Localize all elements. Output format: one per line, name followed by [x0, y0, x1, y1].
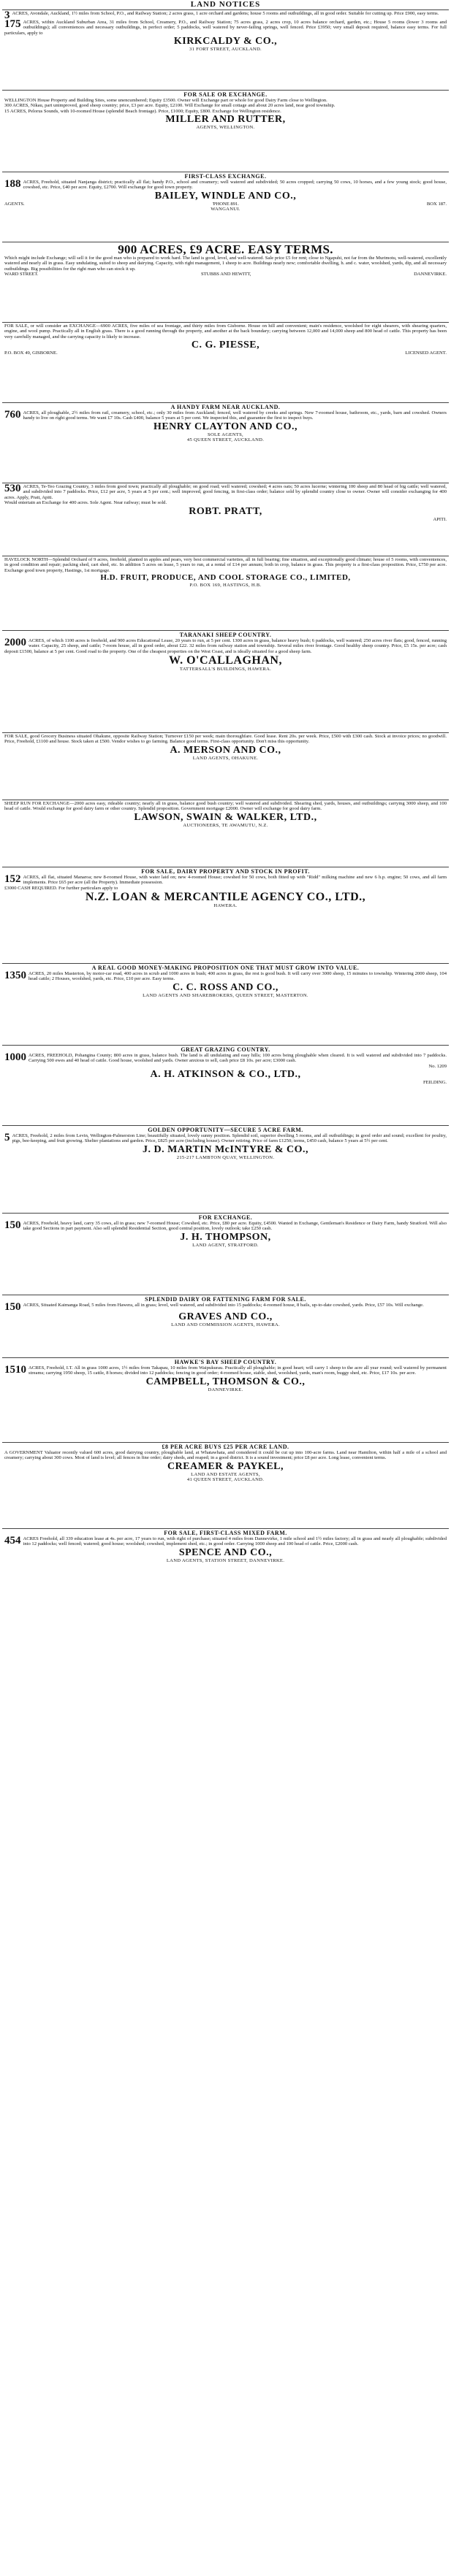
advertiser-address: 31 FORT STREET, AUCKLAND. [189, 47, 262, 53]
ad-body: Which might include Exchange; will sell it for the good man who is prepared to work hard. The land is good, level, and well-watered. Sale price £5 for rent; close to Ngapuhi, not far from the Murimotu, well-watered, excellently watered and nearly all in grass. Easy undulating, suited to sheep and dairying. Capacity, with right management, 1 sheep to acre. Buildings nearly new; comfortable dwelling, h. and c. water, woolshed, yards, dip, and all necessary outbuildings. Big possibilities for the right man who can stock it up. [4, 256, 447, 272]
advertiser-name: ROBT. PRATT, [189, 505, 262, 517]
ad-body: ACRES, Freehold, situated Nanjanga district; practically all flat; handy P.O., school and creamery; well watered and subdivided; 50 acres cropped; carrying 50 cows, 10 horses, and a few young stock; good house, cowshed, etc. Price, £40 per acre. Equity, £2700. Will exchange for good town property. [23, 180, 447, 191]
advertiser-sub: LAND AND ESTATE AGENTS, [191, 1471, 260, 1477]
ad-robt-pratt [2, 483, 449, 556]
contact-right: LICENSED AGENT. [405, 350, 447, 356]
ad-heading: FOR SALE, FIRST-CLASS MIXED FARM. [164, 1530, 287, 1536]
ad-spence [2, 1529, 449, 1617]
acreage-lead: 2000 [4, 637, 26, 648]
advertiser-address: LAND AGENTS, STATION STREET, DANNEVIRKE. [166, 1557, 285, 1563]
reference-number: No. 1209 [428, 1063, 447, 1069]
acreage-lead: 760 [4, 409, 21, 421]
advertiser-address: DANNEVIRKE. [208, 1387, 243, 1392]
advertiser-address: LAND AND COMMISSION AGENTS, HAWERA. [171, 1322, 280, 1327]
contact-phone: 'PHONE 891. [212, 201, 239, 207]
ad-hd-fruit [2, 556, 449, 631]
advertiser-name: STUBBS AND HEWITT, [200, 272, 251, 277]
ad-body: FOR SALE, good Grocery Business situated Ohakune, opposite Railway Station; Turnover £150 per week; main thoroughfare. Good lease. Rent 20s. per week. Price, £500 with £300 cash. Stock at invoice prices; no goodwill. Price, Freehold, £1100 and house. Stock taken at £500. Vendor wishes to go farming. Balance good terms. First-class opportunity. Don't miss this opportunity. [4, 734, 447, 745]
ad-heading: GREAT GRAZING COUNTRY. [181, 1046, 270, 1053]
advertiser-name: H.D. FRUIT, PRODUCE, AND COOL STORAGE CO., LIMITED, [100, 573, 351, 583]
ad-heading: SPLENDID DAIRY OR FATTENING FARM FOR SALE. [145, 1296, 306, 1303]
ad-body: ACRES Freehold, all 339 education lease at 4s. per acre, 17 years to run, with right of purchase; situated 4 miles from Dannevirke, 1 mile school and 1½ miles factory; all in grass and nearly all ploughable; subdivided into 12 paddocks; well fenced; watered; good house; woolshed; cowshed, implement shed, etc.; in good order. Carrying 1000 sheep and 100 head of cattle. Price, £2000 cash. [23, 1536, 447, 1547]
advertiser-name: A. H. ATKINSON & CO., LTD., [150, 1069, 301, 1081]
advertiser-sub: SOLE AGENTS, [207, 432, 244, 437]
advertiser-name: A. MERSON AND CO., [170, 744, 281, 756]
ad-body: ACRES, Freehold, 2 miles from Levin, Wellington-Palmerston Line; beautifully situated, lovely sunny position. Splendid soil, superior dwelling 5 rooms, and all outbuildings; in good order and sound; excellent for poultry, pigs, bee-keeping, and fruit growing. Shelter plantations and garden. Price, £825 per acre (including house). Owner retiring. Price of farm £1250; terms, £450 cash, balance 5 years at 5½ per cent. [12, 1133, 447, 1144]
advertiser-address: LAND AGENT, STRATFORD. [192, 1242, 259, 1248]
ad-lawson-swain-walker [2, 800, 449, 867]
advertiser-name: C. C. ROSS AND CO., [173, 981, 278, 993]
acreage-lead: 1350 [4, 970, 26, 981]
ad-heading: FIRST-CLASS EXCHANGE. [184, 173, 267, 180]
acreage-lead: 150 [4, 1301, 21, 1313]
ad-ah-atkinson [2, 1046, 449, 1126]
advertiser-name: GRAVES AND CO., [178, 1311, 273, 1322]
ad-body: 300 ACRES, Nikau, part unimproved, good sheep country; price, £3 per acre. Equity, £2100. Will Exchange for small cottage and about 20 acres land, near good township. [4, 103, 336, 109]
ad-miller-rutter [2, 91, 449, 172]
ad-body: ACRES, Freehold, heavy land, carry 35 cows, all in grass; new 7-roomed House; Cowshed, etc. Price, £80 per acre. Equity, £4500. Wanted in Exchange, Gentleman's Residence or Dairy Farm, handy Stratford. Will also take good Sections in part payment. Also sell splendid Residential Section, good central position, lovely outlook; take £250 cash. [23, 1221, 447, 1232]
acreage-lead: 1510 [4, 1364, 26, 1376]
advertiser-address: 45 QUEEN STREET, AUCKLAND. [186, 437, 265, 443]
ad-cc-ross [2, 964, 449, 1046]
ad-graves [2, 1295, 449, 1358]
ad-body: ACRES, all ploughable, 2½ miles from rail, creamery, school, etc.; only 30 miles from Auckland; fenced, well watered by creeks and springs. New 7-roomed house, bathroom, etc., yards, barn and cowshed. Owners handy to live on right good terms. We want £7 10s. Cash £400, balance 5 years at 5 per cent. We inspected this, and guarantee the first to inspect buys. [23, 410, 447, 421]
advertiser-name: BAILEY, WINDLE AND CO., [154, 190, 297, 202]
ad-big-heading: 900 ACRES, £9 ACRE. EASY TERMS. [118, 242, 333, 256]
ad-heading: FOR SALE OR EXCHANGE. [183, 91, 268, 98]
advertiser-contact-row [4, 272, 447, 277]
advertiser-name: CAMPBELL, THOMSON & CO., [145, 1376, 306, 1387]
contact-left: P.O. BOX 49, GISBORNE. [4, 350, 58, 356]
acreage-lead: 3 [4, 10, 10, 21]
ad-body: FOR SALE, or will consider an EXCHANGE—6900 ACRES, five miles of sea frontage, and thirty miles from Gisborne. House on hill and convenient; main's residence, woolshed for eight shearers, with shearing quarters, engine, and wool pump. Practically all in English grass. There is a good running through the property, and another at the back boundary; carrying between 12,000 and 14,000 sheep and 800 head of cattle. This property has been very carefully managed, and the carrying capacity is likely to increase. [4, 323, 447, 340]
ad-body: ACRES, 20 miles Masterton, by motor-car road, 400 acres in scrub and 1000 acres in bush; 400 acres in grass, the rest is good bush. It will carry over 3000 sheep, 15 minutes to township. Wintering 2000 sheep, 104 head cattle; 2 Houses, woolshed, yards, etc. Price, £10 per acre. Easy terms. [29, 971, 447, 982]
ad-body: 15 ACRES, Pelorus Sounds, with 10-roomed House (splendid Beach frontage). Price, £1000; Equity, £800. Exchange for Wellington residence. [4, 108, 281, 114]
ad-body: ACRES, Freehold, I.T. All in grass 1000 acres, 1½ miles from Takapau, 10 miles from Waipukurau. Practically all ploughable; in good heart; will carry 1 sheep to the acre all year round; well watered by permanent streams; carrying 1950 sheep, 15 cattle, 8 horses; divided into 12 paddocks; fencing in good order; 4-roomed house, stable, shed, woolshed, yards, man's room, buggy shed, etc. Price, £17 10s. per acre. [29, 1365, 447, 1376]
advertiser-address: P.O. BOX 169, HASTINGS, H.B. [189, 583, 262, 589]
acreage-lead: 150 [4, 1219, 21, 1231]
ad-body: A GOVERNMENT Valuator recently valued 600 acres, good dairying country, ploughable land, at Whatawhata, and considered it could be cut up into 100-acre farms. Land near Hamilton, within half a mile of a school and creamery; carrying about 300 cows. Most of land is level; all fences in fine order; dairy sheds, and reaped; in a good district. It is a sound investment; price £8 per acre. Long lease, convenient terms. [4, 1450, 447, 1461]
advertiser-address: TATTERSALL'S BUILDINGS, HAWERA. [179, 667, 272, 672]
ad-creamer-paykel [2, 1443, 449, 1529]
ad-body: ACRES, of which 1100 acres is freehold, and 900 acres Educational Lease, 20 years to run, at 5 per cent. 1300 acres in grass, balance heavy bush; 6 paddocks, well watered; 250 acres river flats; good, fenced, running water. Capacity, 25 sheep, and cattle; 7-room house, all in good order, about £22. 32 miles from railway station and township. Several miles river frontage. Good healthy sheep country. Price, £5 15s. per acre; cash deposit £1500, balance at 5 per cent. Good road to the property. One of the cheapest properties on the West Coast, and is ideally situated for a good sheep farm. [4, 638, 447, 654]
ad-body: ACRES, Situated Kaimanga Road, 5 miles from Hawera, all in grass; level, well watered, and subdivided into 15 paddocks; 4-roomed house, 8 bails, up-to-date cowshed, yards. Price, £57 10s. Will exchange. [23, 1303, 424, 1308]
advertiser-address: AGENTS, WELLINGTON. [196, 125, 255, 131]
ad-heading: A REAL GOOD MONEY-MAKING PROPOSITION ONE THAT MUST GROW INTO VALUE. [91, 965, 360, 971]
acreage-lead: 188 [4, 178, 21, 190]
ad-piesse [2, 323, 449, 403]
ad-stubbs-hewitt [2, 242, 449, 323]
ad-heading: HAWKE'S BAY SHEEP COUNTRY. [174, 1359, 277, 1365]
ad-body: ACRES, within Auckland Suburban Area, 31 miles from School, Creamery, P.O., and Railway Station; 75 acres grass, 2 acres crop, 10 acres balance orchard, garden, etc.; House 5 rooms (lower 3 rooms and outbuildings); all conveniences and necessary outbuildings, in perfect order; 5 paddocks, well watered by never-failing springs, well fenced. Price £3950; very small deposit required, balance easy terms. For full particulars, apply to [4, 20, 447, 36]
advertiser-name: J. D. MARTIN McINTYRE & CO., [143, 1143, 308, 1155]
ad-heading: £8 PER ACRE BUYS £25 PER ACRE LAND. [162, 1444, 289, 1450]
advertiser-name: KIRKCALDY & CO., [173, 36, 278, 47]
advertiser-address: AUCTIONEERS, TE AWAMUTU, N.Z. [183, 822, 268, 828]
advertiser-address: LAND AGENTS AND SHAREBROKERS, QUEEN STREET, MASTERTON. [143, 992, 308, 998]
advertiser-name: LAWSON, SWAIN & WALKER, LTD., [134, 811, 317, 823]
advertiser-name: W. O'CALLAGHAN, [169, 654, 282, 667]
ad-heading: FOR EXCHANGE. [198, 1214, 253, 1221]
advertiser-address: 41 QUEEN STREET, AUCKLAND. [186, 1477, 265, 1483]
ad-heading: GOLDEN OPPORTUNITY—SECURE 5 ACRE FARM. [148, 1127, 303, 1133]
advertiser-name: C. G. PIESSE, [191, 340, 260, 351]
ad-heading: FOR SALE, DAIRY PROPERTY AND STOCK IN PROFIT. [141, 868, 310, 875]
contact-left: AGENTS. [4, 201, 25, 207]
land-notices-column [2, 0, 449, 2576]
ad-body: SHEEP RUN FOR EXCHANGE—2000 acres easy, rideable country; nearly all in grass, balance good bush country; well watered and subdivided. Shearing shed, yards, houses, and outbuildings; carrying 3000 sheep, and 100 head of cattle. Would exchange for good dairy farm or other country. Splendid proposition. Government mortgage £2000. Owner will exchange for good dairy farm. [4, 801, 447, 812]
ad-body: WELLINGTON House Property and Building Sites, some unencumbered; Equity £3500. Owner will Exchange part or whole for good Dairy Farm close to Wellington. [4, 98, 327, 103]
ad-body: ACRES, FREEHOLD, Pohangina County; 800 acres in grass, balance bush. The land is all undulating and easy hills; 100 acres being ploughable when cleared. It is well watered and subdivided into 7 paddocks. Carrying 500 ewes and 40 head of cattle. Good house, woolshed and yards. Owner anxious to sell, cash price £8 10s. per acre; £3000 cash. [29, 1053, 447, 1064]
ad-henry-clayton [2, 403, 449, 483]
ad-nz-loan-mercantile [2, 867, 449, 964]
advertiser-address: LAND AGENTS, OHAKUNE. [192, 755, 259, 761]
advertiser-town: APITI. [433, 516, 447, 522]
ad-martin-mcintyre [2, 1126, 449, 1214]
acreage-lead: 530 [4, 483, 21, 494]
ad-body: ACRES, Te-Teo Grazing Country, 3 miles from good town; practically all ploughable; on good road; well watered; cowshed; 4 acres oats; 50 acres lucerne; wintering 100 sheep and 80 head of big cattle; well watered, and subdivided into 7 paddocks. Price, £12 per acre, 5 years at 5 per cent.; well improved, good fencing, in first-class order; balance sold by splendid country close to owner. Owner will consider exchanging for 400 acres. Apply, Pratt, Apiti. [4, 484, 447, 500]
acreage-lead: 5 [4, 1132, 10, 1143]
advertiser-address: 215-217 LAMBTON QUAY, WELLINGTON. [176, 1154, 275, 1160]
ad-jh-thompson [2, 1214, 449, 1295]
advertiser-name: SPENCE AND CO., [178, 1546, 273, 1558]
acreage-lead: 1000 [4, 1051, 26, 1063]
ad-campbell-thomson [2, 1358, 449, 1443]
advertiser-address: WANGANUI. [211, 207, 240, 212]
acreage-lead: 454 [4, 1535, 21, 1546]
contact-town: DANNEVIRKE. [414, 272, 447, 277]
ad-merson [2, 733, 449, 800]
advertiser-name: CREAMER & PAYKEL, [167, 1460, 284, 1472]
ad-body: ACRES, Avondale, Auckland, 1½ miles from School, P.O., and Railway Station; 2 acres grass, 1 acre orchard and gardens; house 5 rooms and outbuildings, all in good order. Suitable for cutting up. Price £900, easy terms. [12, 11, 439, 16]
advertiser-contact-row [4, 350, 447, 356]
advertiser-address: HAWERA. [213, 903, 238, 909]
advertiser-contact-row [4, 202, 447, 207]
advertiser-town: FEILDING. [422, 1080, 447, 1086]
ad-kirkcaldy [2, 10, 449, 91]
ad-body: £3000 CASH REQUIRED. For further particulars apply to [4, 885, 118, 891]
advertiser-name: J. H. THOMPSON, [180, 1231, 271, 1243]
ad-body: Would entertain an Exchange for 400 acres. Sole Agent. Near railway; must be sold. [4, 500, 167, 506]
acreage-lead: 152 [4, 873, 21, 885]
ad-heading: TARANAKI SHEEP COUNTRY. [179, 632, 272, 638]
ad-heading: A HANDY FARM NEAR AUCKLAND. [170, 404, 281, 410]
advertiser-name: HENRY CLAYTON AND CO., [153, 421, 298, 432]
acreage-lead: 175 [4, 18, 21, 30]
ad-bailey-windle [2, 172, 449, 242]
advertiser-name: MILLER AND RUTTER, [165, 114, 286, 126]
advertiser-name: N.Z. LOAN & MERCANTILE AGENCY CO., LTD., [85, 891, 366, 904]
contact-box: BOX 187. [426, 201, 447, 207]
masthead: LAND NOTICES [2, 0, 449, 10]
contact-left: WARD STREET. [4, 272, 39, 277]
ad-body: ACRES, all flat, situated Manaroa; new 8-roomed House, with water laid on; new 4-roomed House; cowshed for 50 cows, both fitted up with "Ridd" milking machine and new 6 h.p. engine; 50 cows, and all farm implements. Price £65 per acre (all the Property). Immediate possession. [23, 875, 447, 886]
ad-ocallaghan [2, 631, 449, 733]
ad-body: HAVELOCK NORTH—Splendid Orchard of 9 acres, freehold, planted in apples and pears, very best commercial varieties, all in full bearing; fine situation, and exceptionally good climate; house of 5 rooms, with conveniences, in good condition and repair; packing shed, cart shed, etc. In addition 5 acres on lease, 5 years to run, at a rental of £14 per annum; both in crop, balance in grass. This property is a first-class proposition. Price, £750 per acre. Exchange good town property, Hastings, 1st mortgage. [4, 557, 447, 573]
